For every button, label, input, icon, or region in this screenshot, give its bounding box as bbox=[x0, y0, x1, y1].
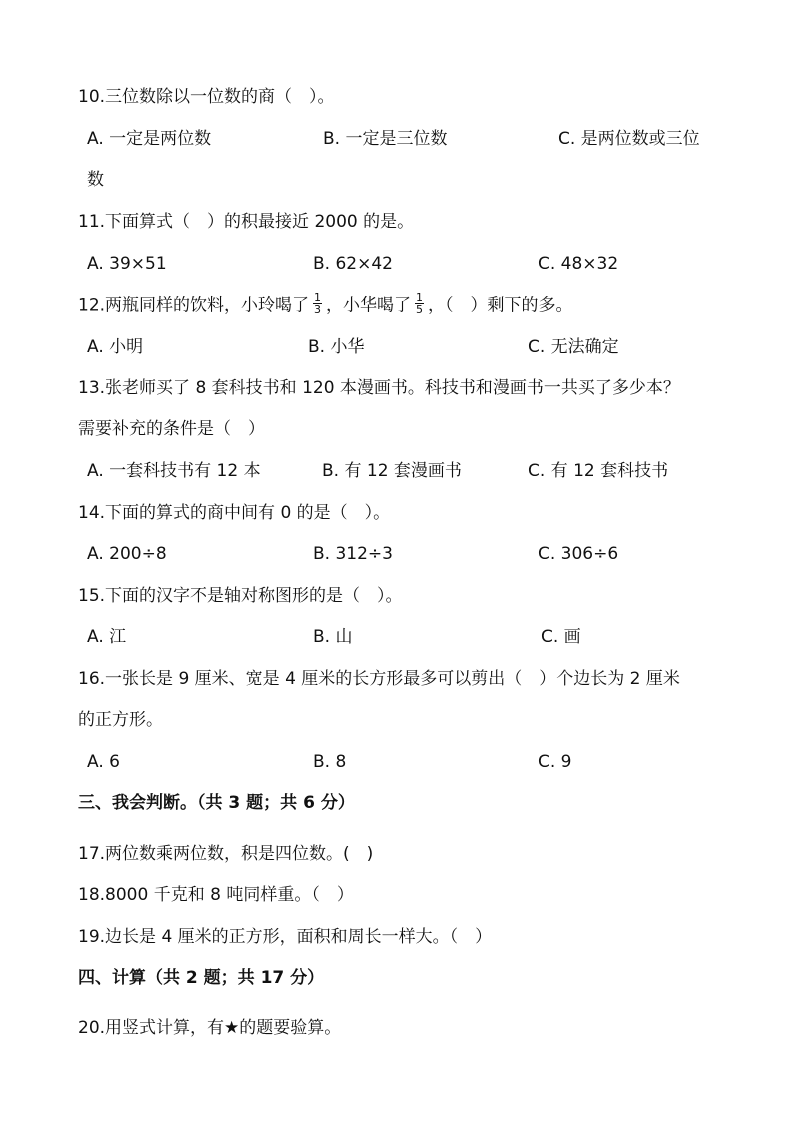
question-14-stem: 14.下面的算式的商中间有 0 的是（ ）。 bbox=[78, 503, 391, 523]
question-10-option-c-continued: 数 bbox=[87, 170, 104, 190]
question-16-option-a: A. 6 bbox=[87, 752, 120, 772]
question-15-option-c: C. 画 bbox=[541, 627, 581, 647]
fraction-one-fifth: $\frac{1}{5}$ bbox=[416, 291, 424, 316]
question-16-stem-line1: 16.一张长是 9 厘米、宽是 4 厘米的长方形最多可以剪出（ ）个边长为 2 厘米 bbox=[78, 669, 680, 689]
question-15-option-a: A. 江 bbox=[87, 627, 127, 647]
question-15-option-b: B. 山 bbox=[313, 627, 353, 647]
question-18-stem: 18.8000 千克和 8 吨同样重。（ ） bbox=[78, 885, 354, 905]
question-11-option-b: B. 62×42 bbox=[313, 254, 393, 274]
question-13-option-a: A. 一套科技书有 12 本 bbox=[87, 461, 261, 481]
question-17-stem: 17.两位数乘两位数，积是四位数。( ) bbox=[78, 844, 374, 864]
question-11-stem: 11.下面算式（ ）的积最接近 2000 的是。 bbox=[78, 212, 415, 232]
question-11-option-a: A. 39×51 bbox=[87, 254, 167, 274]
question-19-stem: 19.边长是 4 厘米的正方形，面积和周长一样大。（ ） bbox=[78, 927, 493, 947]
question-13-stem-line2: 需要补充的条件是（ ） bbox=[78, 419, 265, 439]
question-12-stem-part3: ，（ ）剩下的多。 bbox=[428, 295, 573, 316]
question-12-option-a: A. 小明 bbox=[87, 337, 144, 357]
question-16-option-b: B. 8 bbox=[313, 752, 347, 772]
question-12-stem bbox=[78, 291, 573, 317]
question-10-option-c: C. 是两位数或三位 bbox=[558, 129, 700, 149]
question-14-option-a: A. 200÷8 bbox=[87, 544, 167, 564]
question-16-option-c: C. 9 bbox=[538, 752, 572, 772]
question-12-stem-part1: 12.两瓶同样的饮料，小玲喝了 bbox=[78, 295, 310, 316]
question-11-option-c: C. 48×32 bbox=[538, 254, 619, 274]
fraction-one-third: $\frac{1}{3}$ bbox=[314, 291, 322, 316]
section-3-heading: 三、我会判断。（共 3 题；共 6 分） bbox=[78, 793, 355, 813]
question-12-option-c: C. 无法确定 bbox=[528, 337, 619, 357]
question-20-stem: 20.用竖式计算，有★的题要验算。 bbox=[78, 1018, 342, 1038]
question-10-stem: 10.三位数除以一位数的商（ ）。 bbox=[78, 87, 335, 107]
question-14-option-b: B. 312÷3 bbox=[313, 544, 393, 564]
question-12-option-b: B. 小华 bbox=[308, 337, 365, 357]
question-12-stem-part2: ，小华喝了 bbox=[326, 295, 412, 316]
question-14-option-c: C. 306÷6 bbox=[538, 544, 619, 564]
question-13-option-c: C. 有 12 套科技书 bbox=[528, 461, 669, 481]
question-16-stem-line2: 的正方形。 bbox=[78, 710, 163, 730]
question-15-stem: 15.下面的汉字不是轴对称图形的是（ ）。 bbox=[78, 586, 403, 606]
section-4-heading: 四、计算（共 2 题；共 17 分） bbox=[78, 968, 325, 988]
question-13-option-b: B. 有 12 套漫画书 bbox=[322, 461, 462, 481]
question-10-option-a: A. 一定是两位数 bbox=[87, 129, 212, 149]
question-10-option-b: B. 一定是三位数 bbox=[323, 129, 448, 149]
question-13-stem-line1: 13.张老师买了 8 套科技书和 120 本漫画书。科技书和漫画书一共买了多少本？ bbox=[78, 378, 680, 398]
